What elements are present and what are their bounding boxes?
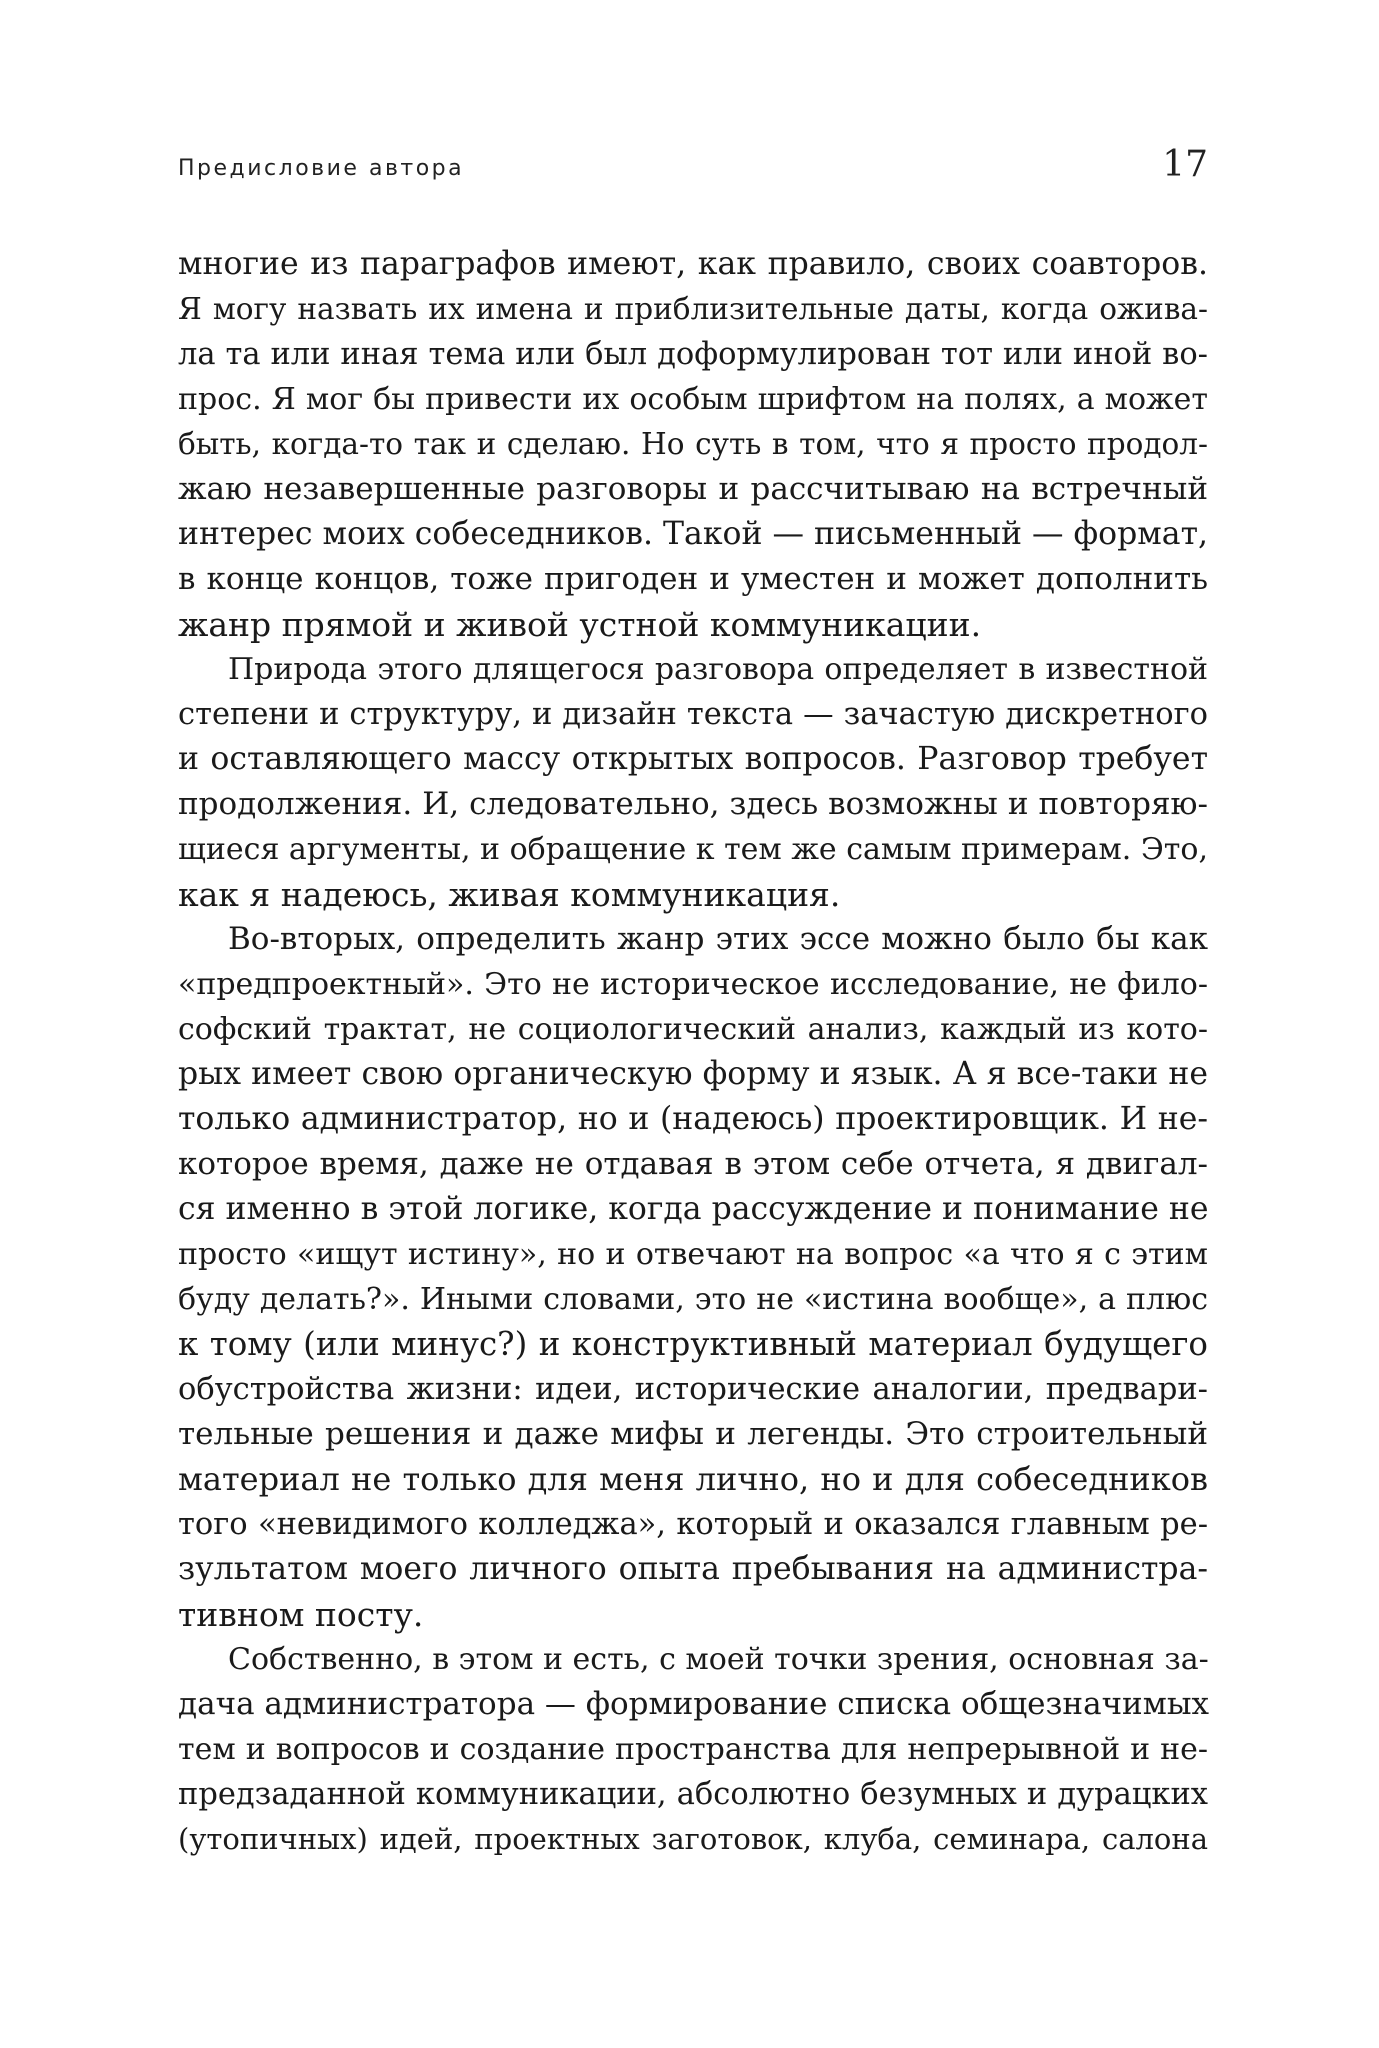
text-line: Я могу назвать их имена и приблизительные даты, когда ожива-	[178, 292, 1208, 326]
text-line: того «невидимого колледжа», который и оказался главным ре-	[178, 1507, 1208, 1542]
text-line: многие из параграфов имеют, как правило, своих соавторов.	[178, 246, 1208, 282]
text-line: как я надеюсь, живая коммуникация.	[178, 875, 841, 914]
text-line: рых имеет свою органическую форму и язык. А я все-таки не	[178, 1056, 1208, 1092]
running-title: Предисловие автора	[178, 156, 465, 181]
text-line: жаю незавершенные разговоры и рассчитываю на встречный	[178, 471, 1208, 507]
text-line: быть, когда-то так и сделаю. Но суть в том, что я просто продол-	[178, 427, 1208, 461]
text-line: прос. Я мог бы привести их особым шрифтом на полях, а может	[178, 382, 1208, 417]
paragraph	[178, 1637, 1208, 1862]
text-line: Собственно, в этом и есть, с моей точки зрения, основная за-	[228, 1642, 1209, 1677]
text-line: только администратор, но и (надеюсь) проектировщик. И не-	[178, 1101, 1208, 1137]
page-number: 17	[1162, 144, 1208, 185]
text-line: которое время, даже не отдавая в этом себе отчета, я двигал-	[178, 1146, 1208, 1182]
text-line: дача администратора — формирование списка общезначимых	[178, 1686, 1209, 1722]
text-line: ла та или иная тема или был доформулирован тот или иной во-	[178, 337, 1208, 372]
text-line: (утопичных) идей, проектных заготовок, клуба, семинара, салона	[178, 1822, 1208, 1856]
text-line: ся именно в этой логике, когда рассуждение и понимание не	[178, 1191, 1209, 1227]
text-line: к тому (или минус?) и конструктивный материал будущего	[178, 1325, 1208, 1363]
paragraph	[178, 917, 1208, 1637]
text-line: Природа этого длящегося разговора определяет в известной	[228, 652, 1208, 687]
text-line: зультатом моего личного опыта пребывания на администра-	[178, 1551, 1208, 1587]
running-head	[178, 144, 1208, 190]
text-line: интерес моих собеседников. Такой — письменный — формат,	[178, 516, 1209, 552]
text-line: «предпроектный». Это не историческое исследование, не фило-	[178, 967, 1208, 1002]
text-line: жанр прямой и живой устной коммуникации.	[178, 605, 982, 644]
body-text	[178, 242, 1208, 1862]
text-line: буду делать?». Иными словами, это не «истина вообще», а плюс	[178, 1282, 1208, 1317]
text-line: предзаданной коммуникации, абсолютно безумных и дурацких	[178, 1777, 1208, 1812]
paragraph	[178, 647, 1208, 917]
text-line: щиеся аргументы, и обращение к тем же самым примерам. Это,	[178, 832, 1208, 867]
text-line: степени и структуру, и дизайн текста — зачастую дискретного	[178, 697, 1208, 732]
text-line: продолжения. И, следовательно, здесь возможны и повторяю-	[178, 786, 1208, 822]
text-line: и оставляющего массу открытых вопросов. Разговор требует	[178, 741, 1208, 777]
text-line: софский трактат, не социологический анализ, каждый из кото-	[178, 1012, 1208, 1047]
paragraph	[178, 242, 1208, 647]
text-line: обустройства жизни: идеи, исторические аналогии, предвари-	[178, 1372, 1208, 1407]
text-line: в конце концов, тоже пригоден и уместен и может дополнить	[178, 561, 1208, 597]
text-line: тивном посту.	[178, 1595, 424, 1634]
text-line: тельные решения и даже мифы и легенды. Это строительный	[178, 1416, 1208, 1452]
text-line: просто «ищут истину», но и отвечают на вопрос «а что я с этим	[178, 1237, 1208, 1272]
text-line: материал не только для меня лично, но и для собеседников	[178, 1460, 1208, 1498]
text-line: тем и вопросов и создание пространства для непрерывной и не-	[178, 1732, 1208, 1767]
text-line: Во-вторых, определить жанр этих эссе можно было бы как	[228, 921, 1208, 957]
